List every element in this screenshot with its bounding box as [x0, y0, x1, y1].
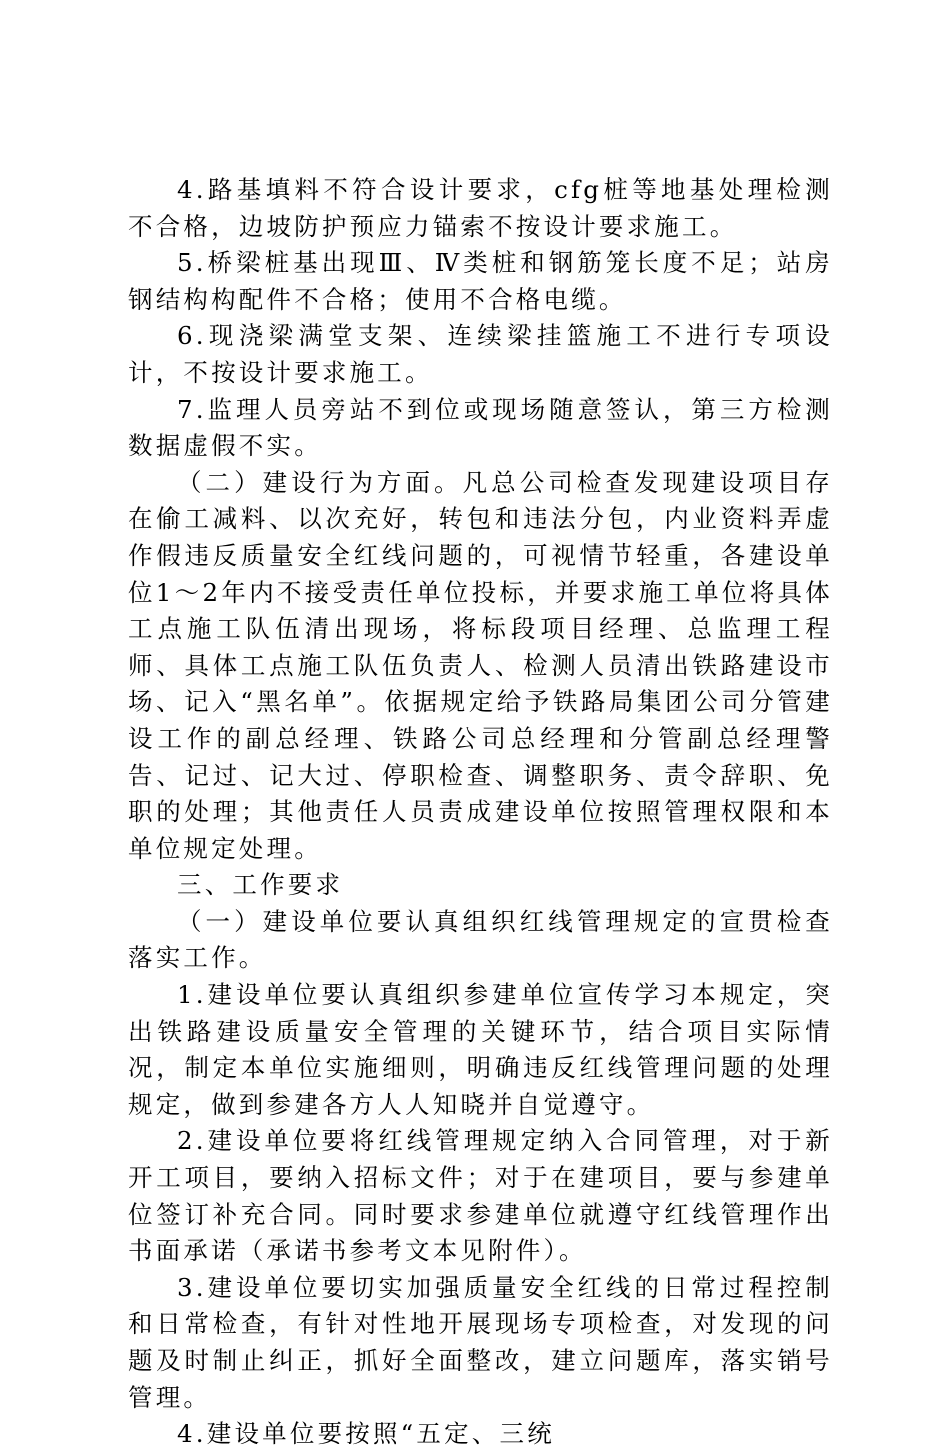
- heading-work-requirements: 三、工作要求: [177, 870, 344, 900]
- paragraph-item-7: 7.监理人员旁站不到位或现场随意签认，第三方检测数据虚假不实。: [128, 394, 833, 461]
- paragraph-requirement-3: 3.建设单位要切实加强质量安全红线的日常过程控制和日常检查，有针对性地开展现场专项检查，对发现的问题及时制止纠正，抓好全面整改，建立问题库，落实销号管理。: [128, 1272, 833, 1412]
- paragraph-item-5: 5.桥梁桩基出现Ⅲ、Ⅳ类桩和钢筋笼长度不足；站房钢结构构配件不合格；使用不合格电缆。: [128, 248, 833, 314]
- paragraph-section-construction-behavior: （二）建设行为方面。凡总公司检查发现建设项目存在偷工减料、以次充好，转包和违法分包，内业资料弄虚作假违反质量安全红线问题的，可视情节轻重，各建设单位1～2年内不接受责任单位投标，并要求施工单位将具体工点施工队伍清出现场，将标段项目经理、总监理工程师、具体工点施工队伍负责人、检测人员清出铁路建设市场、记入“黑名单”。依据规定给予铁路局集团公司分管建设工作的副总经理、铁路公司总经理和分管副总经理警告、记过、记大过、停职检查、调整职务、责令辞职、免职的处理；其他责任人员责成建设单位按照管理权限和本单位规定处理。: [128, 467, 833, 863]
- paragraph-item-6: 6.现浇梁满堂支架、连续梁挂篮施工不进行专项设计，不按设计要求施工。: [128, 321, 833, 387]
- paragraph-requirement-2: 2.建设单位要将红线管理规定纳入合同管理，对于新开工项目，要纳入招标文件；对于在建项目，要与参建单位签订补充合同。同时要求参建单位就遵守红线管理作出书面承诺（承诺书参考文本见附件）。: [128, 1126, 833, 1266]
- subheading-organize-implementation: （一）建设单位要认真组织红线管理规定的宣贯检查落实工作。: [128, 906, 833, 973]
- paragraph-requirement-4: 4.建设单位要按照“五定、三统: [177, 1419, 555, 1449]
- paragraph-item-4: 4.路基填料不符合设计要求，cfg桩等地基处理检测不合格，边坡防护预应力锚索不按设计要求施工。: [128, 175, 833, 241]
- document-body: [128, 172, 833, 1453]
- paragraph-requirement-1: 1.建设单位要认真组织参建单位宣传学习本规定，突出铁路建设质量安全管理的关键环节，结合项目实际情况，制定本单位实施细则，明确违反红线管理问题的处理规定，做到参建各方人人知晓并自觉遵守。: [128, 980, 833, 1119]
